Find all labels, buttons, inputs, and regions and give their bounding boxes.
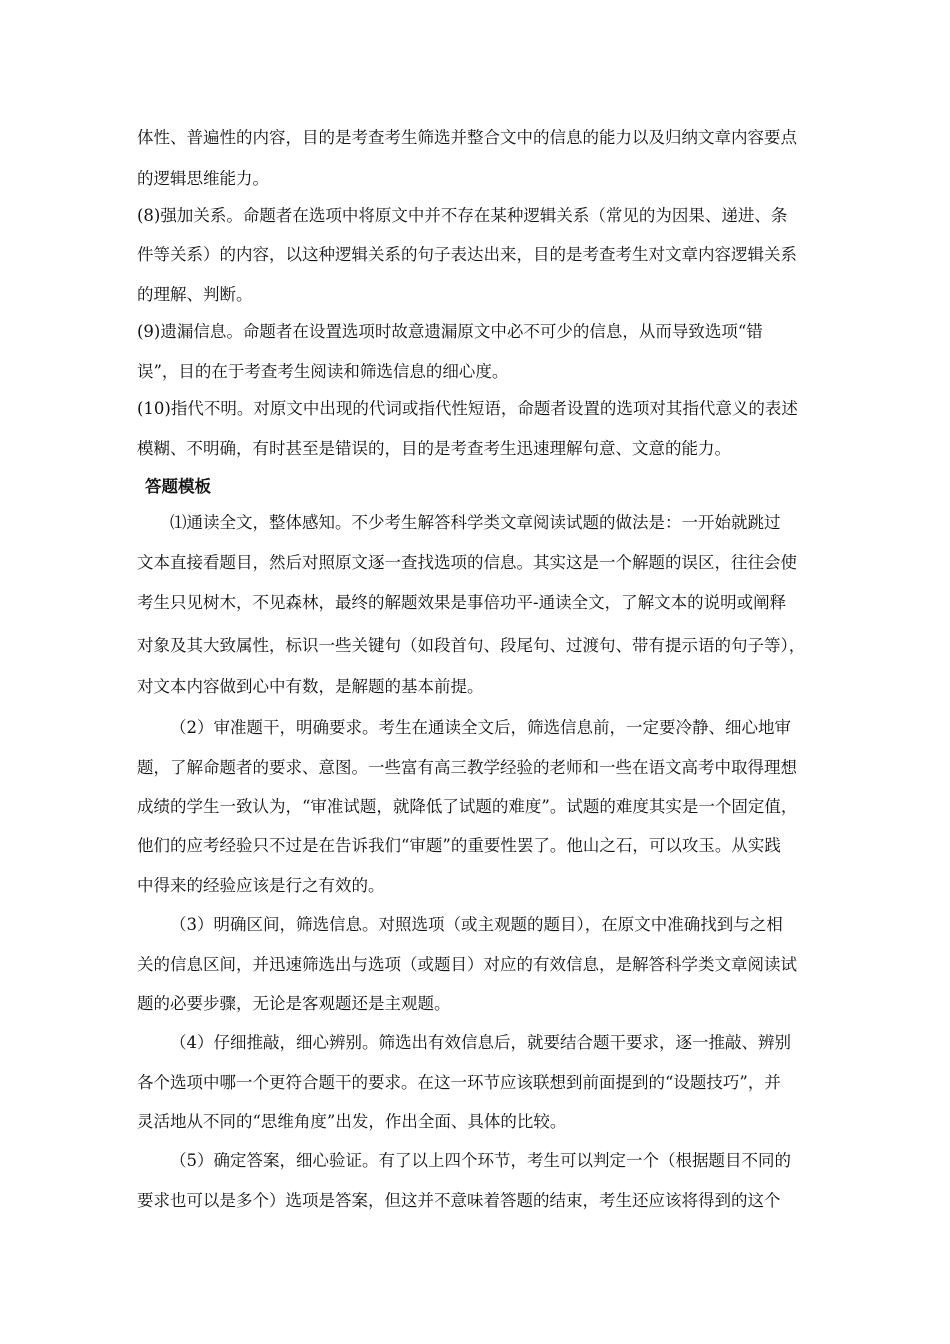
text-line: (8)强加关系。命题者在选项中将原文中并不存在某种逻辑关系（常见的为因果、递进、条	[137, 206, 788, 225]
text-line: 的逻辑思维能力。	[137, 169, 269, 188]
text-line: （5）确定答案，细心验证。有了以上四个环节，考生可以判定一个（根据题目不同的	[170, 1151, 791, 1170]
text-line: 要求也可以是多个）选项是答案，但这并不意味着答题的结束，考生还应该将得到的这个	[137, 1191, 781, 1210]
text-line: 他们的应考经验只不过是在告诉我们“审题”的重要性罢了。他山之石，可以攻玉。从实践	[137, 836, 781, 855]
text-line: 体性、普遍性的内容，目的是考查考生筛选并整合文中的信息的能力以及归纳文章内容要点	[137, 128, 797, 147]
text-line: 中得来的经验应该是行之有效的。	[137, 876, 385, 895]
text-line: 对文本内容做到心中有数，是解题的基本前提。	[137, 677, 484, 696]
section-heading: 答题模板	[145, 477, 211, 496]
text-line: 模糊、不明确，有时甚至是错误的，目的是考查考生迅速理解句意、文意的能力。	[137, 439, 731, 458]
text-line: 关的信息区间，并迅速筛选出与选项（或题目）对应的有效信息，是解答科学类文章阅读试	[137, 955, 797, 974]
text-line: 误”，目的在于考查考生阅读和筛选信息的细心度。	[137, 362, 509, 381]
text-line: 成绩的学生一致认为，“审准试题，就降低了试题的难度”。试题的难度其实是一个固定值，	[137, 797, 798, 816]
text-line: 题的必要步骤，无论是客观题还是主观题。	[137, 994, 451, 1013]
text-line: （4）仔细推敲，细心辨别。筛选出有效信息后，就要结合题干要求，逐一推敲、辨别	[170, 1033, 791, 1052]
text-line: 的理解、判断。	[137, 285, 253, 304]
text-line: 考生只见树木，不见森林，最终的解题效果是事倍功平-通读全文，了解文本的说明或阐释	[137, 593, 787, 612]
text-line: 灵活地从不同的“思维角度”出发，作出全面、具体的比较。	[137, 1112, 567, 1131]
text-line: 题，了解命题者的要求、意图。一些富有高三教学经验的老师和一些在语文高考中取得理想	[137, 758, 797, 777]
text-line: (9)遗漏信息。命题者在设置选项时故意遗漏原文中必不可少的信息，从而导致选项“错	[137, 322, 763, 341]
text-line: 各个选项中哪一个更符合题干的要求。在这一环节应该联想到前面提到的“设题技巧”，并	[137, 1073, 781, 1092]
text-line: 文本直接看题目，然后对照原文逐一查找选项的信息。其实这是一个解题的误区，往往会使	[137, 553, 797, 572]
text-line: 对象及其大致属性，标识一些关键句（如段首句、段尾句、过渡句、带有提示语的句子等），	[137, 636, 806, 655]
text-line: （3）明确区间，筛选信息。对照选项（或主观题的题目），在原文中准确找到与之相	[170, 915, 783, 934]
text-line: (10)指代不明。对原文中出现的代词或指代性短语，命题者设置的选项对其指代意义的表述	[137, 399, 798, 418]
text-line: ⑴通读全文，整体感知。不少考生解答科学类文章阅读试题的做法是：一开始就跳过	[170, 513, 781, 532]
text-line: 件等关系）的内容，以这种逻辑关系的句子表达出来，目的是考查考生对文章内容逻辑关系	[137, 245, 797, 264]
text-line: （2）审准题干，明确要求。考生在通读全文后，筛选信息前，一定要冷静、细心地审	[170, 718, 791, 737]
